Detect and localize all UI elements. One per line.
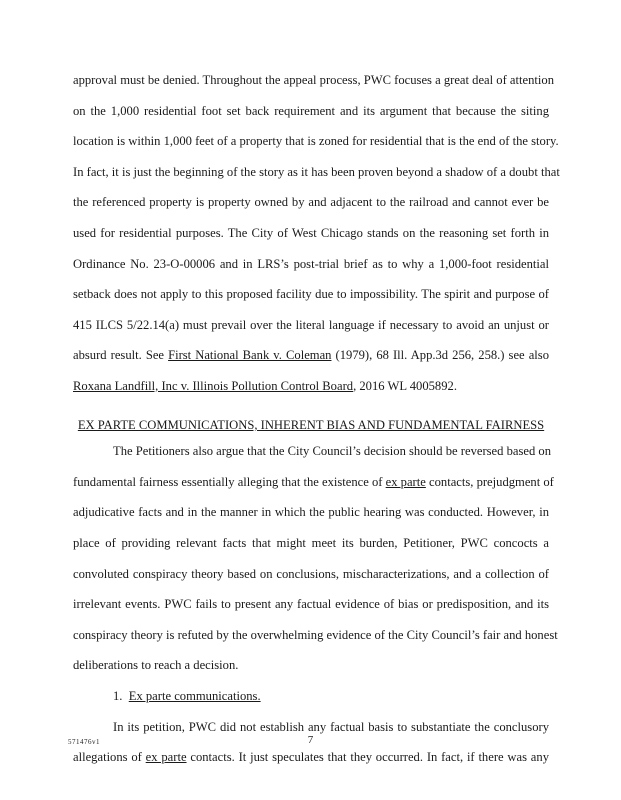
body-text-line: used for residential purposes. The City of West Chicago stands on the reasoning set forth in	[73, 226, 549, 240]
body-text-line	[73, 347, 549, 363]
body-text-line: adjudicative facts and in the manner in which the public hearing was conducted. However, in	[73, 505, 549, 519]
body-text-line: the referenced property is property owned by and adjacent to the railroad and cannot ever be	[73, 195, 549, 209]
subsection-number: 1.	[113, 689, 129, 703]
latin-term: ex parte	[145, 750, 187, 764]
body-text-line	[73, 749, 549, 765]
body-text-line: Ordinance No. 23-O-00006 and in LRS’s post-trial brief as to why a 1,000-foot residential	[73, 257, 549, 271]
section-heading: EX PARTE COMMUNICATIONS, INHERENT BIAS AND FUNDAMENTAL FAIRNESS	[77, 418, 545, 432]
body-text-line: convoluted conspiracy theory based on conclusions, mischaracterizations, and a collection of	[73, 567, 549, 581]
body-text-line: 415 ILCS 5/22.14(a) must prevail over the literal language if necessary to avoid an unjust or	[73, 318, 549, 332]
body-text-line: approval must be denied. Throughout the appeal process, PWC focuses a great deal of attention	[73, 73, 554, 87]
case-citation: Roxana Landfill, Inc v. Illinois Pollution Control Board	[73, 379, 354, 393]
body-text-line: conspiracy theory is refuted by the overwhelming evidence of the City Council’s fair and honest	[73, 628, 558, 642]
body-text-line: on the 1,000 residential foot set back requirement and its argument that because the siting	[73, 104, 549, 118]
latin-term: ex parte	[385, 475, 426, 489]
body-text-line	[73, 378, 549, 394]
subsection-title: Ex parte communications.	[128, 689, 261, 703]
text-span: (1979), 68 Ill. App.3d 256, 258.) see also	[331, 348, 549, 362]
body-text-line: deliberations to reach a decision.	[73, 658, 239, 672]
case-citation: First National Bank v. Coleman	[168, 348, 332, 362]
subsection-heading	[113, 688, 549, 704]
page-number: 7	[307, 734, 314, 746]
body-text-line: setback does not apply to this proposed facility due to impossibility. The spirit and purpose of	[73, 287, 549, 301]
text-span: contacts, prejudgment of	[425, 475, 554, 489]
body-text-line: The Petitioners also argue that the City Council’s decision should be reversed based on	[113, 444, 552, 458]
text-span: fundamental fairness essentially alleging that the existence of	[73, 475, 386, 489]
document-id: 571476v1	[68, 738, 100, 746]
text-span: allegations of	[73, 750, 146, 764]
body-text-line: irrelevant events. PWC fails to present any factual evidence of bias or predisposition, and its	[73, 597, 549, 611]
body-text-line: In its petition, PWC did not establish any factual basis to substantiate the conclusory	[113, 720, 549, 734]
body-text-line	[73, 474, 554, 490]
body-text-line: location is within 1,000 feet of a property that is zoned for residential that is the end of the story.	[73, 134, 559, 148]
text-span: absurd result. See	[73, 348, 169, 362]
text-span: , 2016 WL 4005892.	[353, 379, 457, 393]
body-text-line: In fact, it is just the beginning of the story as it has been proven beyond a shadow of a doubt that	[73, 165, 560, 179]
body-text-line: place of providing relevant facts that might meet its burden, Petitioner, PWC concocts a	[73, 536, 549, 550]
text-span: contacts. It just speculates that they occurred. In fact, if there was any	[186, 750, 549, 764]
